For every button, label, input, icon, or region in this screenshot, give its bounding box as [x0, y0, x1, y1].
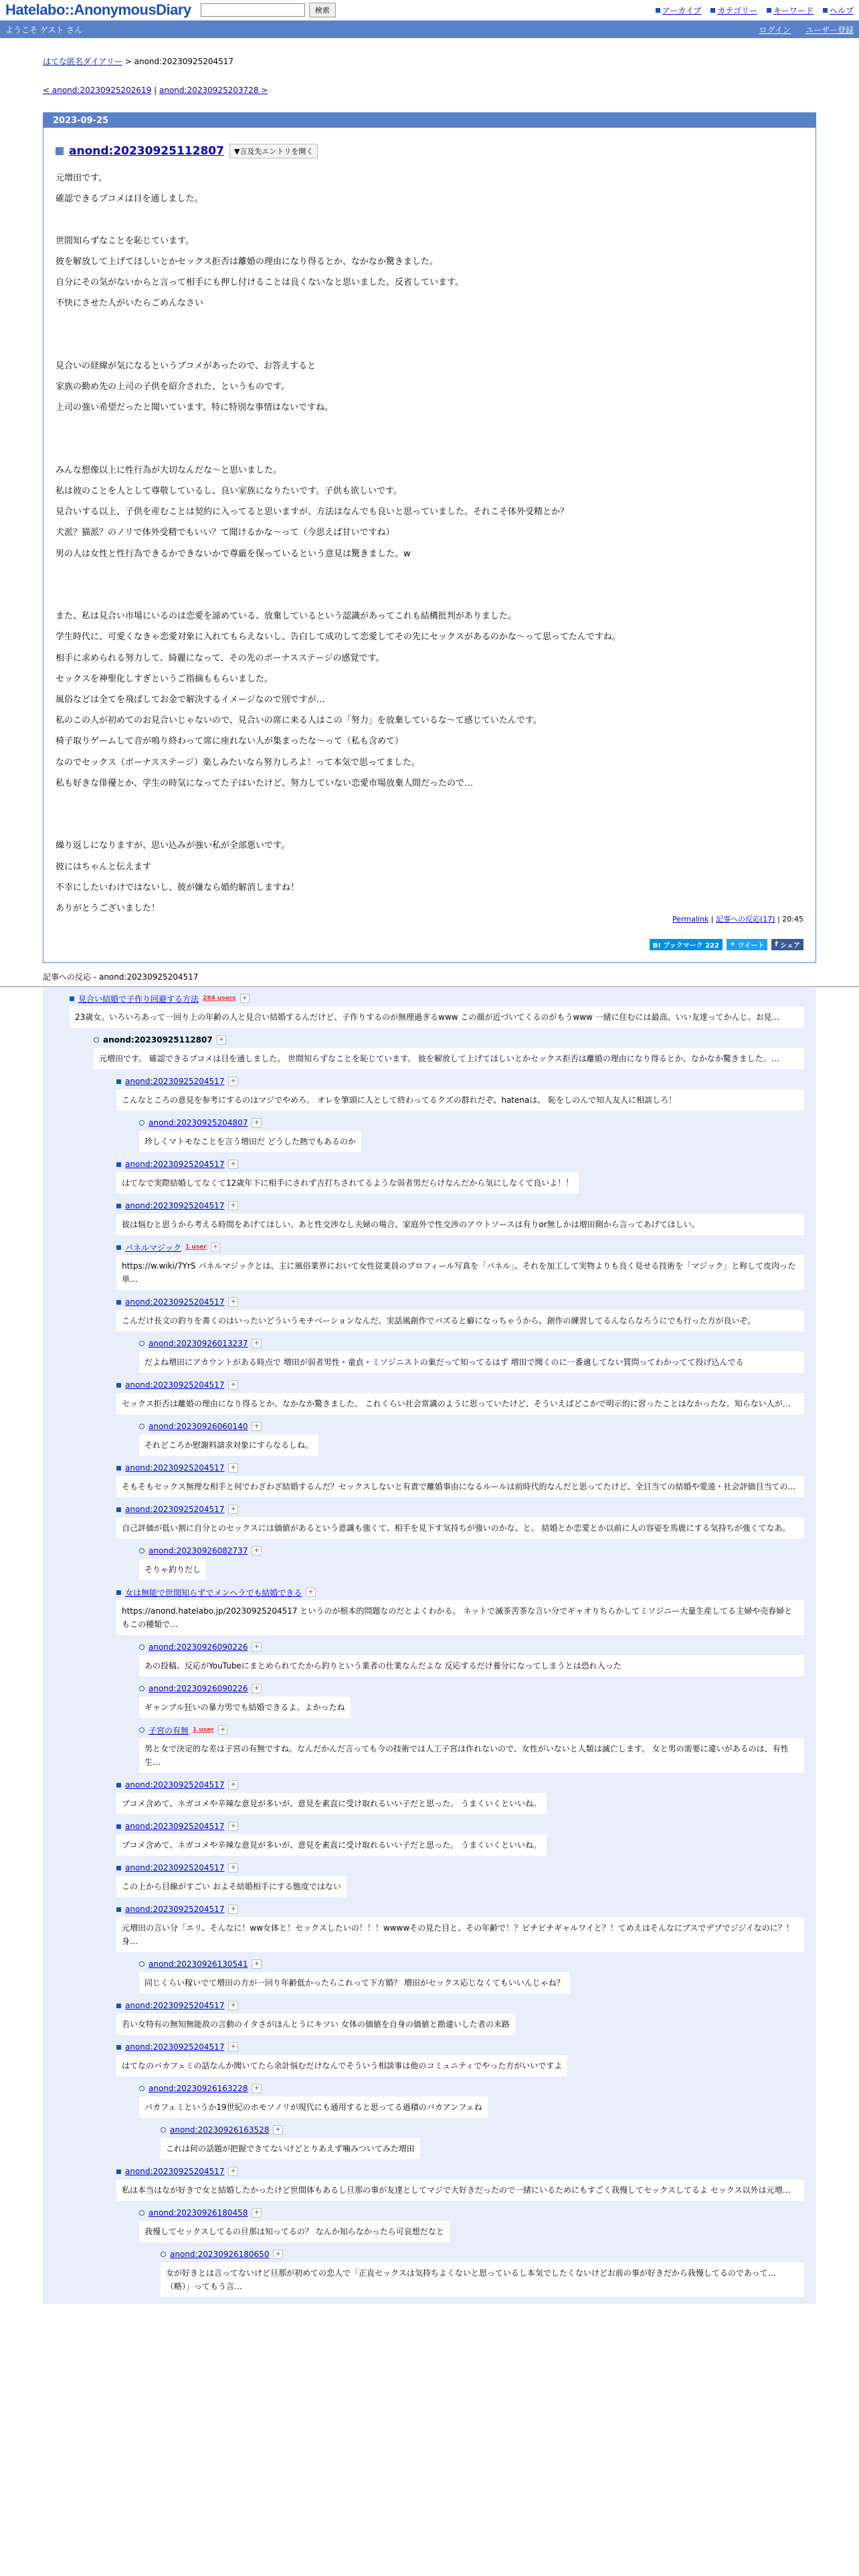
response-excerpt: ブコメ含めて、ネガコメや辛辣な意見が多いが、意見を素直に受け取れるいい子だと思った。 うまくいくといいね。	[116, 1834, 547, 1856]
circle-bullet-icon	[139, 2086, 145, 2091]
response-title-link[interactable]: anond:20230926163228	[149, 2084, 248, 2094]
response-excerpt: バカフェミというか19世紀のホモソノリが現代にも通用すると思ってる過積のバカアンフェね	[139, 2097, 488, 2118]
expand-toggle-icon[interactable]: +	[218, 1725, 227, 1735]
entry-line: 椅子取りゲームして音が鳴り終わって席に座れない人が集まったな〜って（私も含めて）	[56, 736, 403, 747]
entry-line: 私のこの人が初めてのお見合いじゃないので、見合いの席に来る人はこの「努力」を放棄しているな〜て感じていたんです。	[56, 716, 542, 726]
expand-toggle-icon[interactable]: +	[240, 994, 250, 1003]
breadcrumb-current: anond:20230925204517	[134, 57, 234, 66]
entry-line: また、私は見合い市場にいるのは恋愛を諦めている、放棄しているという認識があってこれも結構批判がありました。	[56, 611, 516, 622]
entry-line	[56, 314, 816, 334]
expand-toggle-icon[interactable]: +	[228, 1297, 237, 1307]
entry-line: セックスを神聖化しすぎというご指摘ももらいました。	[56, 673, 273, 684]
entry-line: 見合いの経緯が気になるというブコメがあったので、お答えすると	[56, 360, 316, 371]
entry-line: みんな想像以上に性行為が大切なんだな〜と思いました。	[56, 465, 282, 475]
response-title-link[interactable]: anond:20230925204517	[125, 1905, 225, 1915]
response-title-link[interactable]: anond:20230926180458	[149, 2208, 248, 2218]
response-excerpt: この上から目線がすごい およそ結婚相手にする態度ではない	[116, 1876, 347, 1897]
response-item	[116, 1198, 804, 1235]
expand-toggle-icon[interactable]: +	[273, 2250, 282, 2259]
response-item	[116, 1239, 804, 1290]
square-bullet-icon	[116, 1866, 121, 1870]
expand-toggle-icon[interactable]: +	[217, 1035, 226, 1045]
response-header	[139, 1681, 804, 1697]
response-header	[94, 1032, 804, 1048]
circle-bullet-icon	[139, 2210, 145, 2216]
response-title-link[interactable]: anond:20230925204517	[125, 1077, 225, 1087]
expand-toggle-icon[interactable]: +	[252, 1422, 261, 1431]
response-title-link[interactable]: anond:20230925204807	[149, 1118, 248, 1128]
entry-box	[43, 112, 816, 963]
expand-toggle-icon[interactable]: +	[273, 2125, 282, 2135]
welcome-bar	[0, 21, 859, 38]
response-item	[139, 1335, 804, 1373]
entry-line: 男の人は女性と性行為できるかできないかで尊厳を保っているという意見は驚きました。w	[56, 548, 411, 559]
entry-line: ありがとうございました！	[56, 903, 161, 914]
bookmark-users-count[interactable]: 1 user	[193, 1727, 214, 1734]
search-button[interactable]: 検索	[309, 3, 336, 17]
response-header	[139, 1639, 804, 1655]
response-title-link[interactable]: 女は無能で世間知らずでメンヘラでも結婚できる	[125, 1588, 302, 1598]
response-item	[70, 990, 804, 1028]
entry-line: 相手に求められる努力して、綺麗になって、その先のボーナスステージの感覚です。	[56, 653, 385, 663]
expand-toggle-icon[interactable]: +	[228, 2167, 237, 2176]
welcome-text: ようこそ ゲスト さん	[5, 25, 83, 35]
circle-bullet-icon	[161, 2127, 166, 2133]
responses-link[interactable]: 記事への反応(17)	[716, 915, 775, 924]
entry-line: 繰り返しになりますが、思い込みが強い私が全部悪いです。	[56, 841, 290, 851]
response-title-link[interactable]: 見合い結婚で子作り回避する方法	[78, 994, 199, 1004]
response-item	[139, 1115, 804, 1156]
response-title-link[interactable]: anond:20230925204517	[125, 1380, 225, 1390]
entry-line: 彼にはちゃんと伝えます	[56, 861, 152, 872]
response-item	[116, 1294, 804, 1331]
response-item	[116, 1860, 804, 1901]
square-bullet-icon	[116, 1507, 121, 1512]
response-excerpt: セックス拒否は離婚の理由になり得るとか、なかなか驚きました。 これくらい社会常識のように思っていたけど、そういえばどこかで明示的に習ったことはなかったな。知らない人が…	[116, 1393, 804, 1414]
response-excerpt: 彼は悩むと思うから考える時間をあげてほしい。あと性交渉なし夫婦の場合、家庭外で性交渉のアウトソースは有りor無しかは増田側から言ってあげてほしい。	[116, 1214, 804, 1235]
response-item	[116, 1998, 804, 2039]
response-header	[139, 1335, 804, 1352]
entry-line: 不快にさせた人がいたらごめんなさい	[56, 298, 204, 309]
response-item	[139, 1543, 804, 1584]
entry-line	[56, 585, 816, 606]
expand-toggle-icon[interactable]: +	[252, 2084, 261, 2093]
response-header	[116, 1998, 804, 2014]
square-bullet-icon	[116, 1162, 121, 1167]
response-item	[116, 1460, 804, 1497]
response-excerpt: そもそもセックス無理な相手と何でわざわざ結婚するんだ？セックスしないと有責で離婚事由になるルールは前時代的なんだと思ってたけど、全目当ての結婚や愛遠・社会評価目当ての…	[116, 1476, 804, 1497]
response-title-link[interactable]: anond:20230925204517	[125, 1201, 225, 1211]
entry-line: 学生時代に、可愛くなきゃ恋愛対象に入れてもらえないし、告白して成功して恋愛してその先にセックスがあるのかな〜って思ってたんですね。	[56, 632, 621, 643]
square-bullet-icon	[767, 8, 771, 13]
expand-toggle-icon[interactable]: +	[228, 1160, 237, 1169]
response-title-link[interactable]: anond:20230925204517	[125, 1160, 225, 1170]
category-link[interactable]: カテゴリー	[717, 5, 757, 15]
response-header	[116, 1073, 804, 1089]
search-input[interactable]	[201, 3, 305, 17]
response-header	[139, 2080, 804, 2097]
response-title-link[interactable]: anond:20230925204517	[125, 1780, 225, 1790]
square-bullet-icon	[116, 1824, 121, 1829]
square-bullet-icon	[116, 1245, 121, 1250]
entry-line	[56, 564, 816, 585]
response-item	[116, 1901, 804, 1952]
response-item	[94, 1032, 804, 1069]
top-link-category[interactable]	[710, 5, 757, 16]
circle-bullet-icon	[139, 1686, 145, 1691]
response-excerpt: 元増田です。 確認できるブコメは目を通しました。 世間知らずなことを恥じています。 彼を解放して上げてほしいとかセックス拒否は離婚の理由になり得るとか、なかなか驚きました。…	[94, 1048, 804, 1069]
entry-nav	[43, 86, 859, 95]
square-bullet-icon	[116, 1590, 121, 1595]
breadcrumb-home[interactable]: はてな匿名ダイアリー	[43, 57, 122, 66]
response-excerpt: 元増田の言い分「エリ、そんなに！ww女体と！セックスしたいの！！！wwwwその見た目と、その年齢で！？ピチピチギャルワイと？！てめえはそんなにブスでデブでジジイなのに？！身…	[116, 1917, 804, 1952]
entry-line: 風俗などは全てを飛ばしてお金で解決するイメージなので別ですが…	[56, 694, 325, 705]
square-bullet-icon	[116, 1783, 121, 1788]
top-links	[656, 5, 854, 16]
entry-footer: Permalink | 記事への反応(17) | 20:45	[672, 915, 803, 924]
response-header	[116, 1377, 804, 1393]
response-header	[139, 1418, 804, 1434]
response-title-link[interactable]: anond:20230926090226	[149, 1684, 248, 1694]
response-item	[116, 2039, 804, 2080]
expand-toggle-icon[interactable]: +	[228, 1863, 237, 1872]
response-excerpt: ブコメ含めて、ネガコメや辛辣な意見が多いが、意見を素直に受け取れるいい子だと思った。 うまくいくといいね。	[116, 1793, 547, 1814]
response-item	[116, 1818, 804, 1860]
expand-toggle-icon[interactable]: +	[228, 1077, 237, 1086]
expand-toggle-icon[interactable]: +	[228, 1780, 237, 1790]
expand-toggle-icon[interactable]: +	[252, 1339, 261, 1348]
response-title-link[interactable]: anond:20230926013237	[149, 1339, 248, 1349]
breadcrumb	[43, 56, 859, 67]
help-link[interactable]: ヘルプ	[829, 5, 854, 15]
response-excerpt: こんなところの意見を参考にするのはマジでやめろ。 オレを筆頭に人として終わってるクズの群れだぞ、hatenaは。 恥をしのんで知人友人に相談しろ！	[116, 1089, 804, 1111]
response-excerpt: そりゃ釣りだし	[139, 1559, 206, 1580]
expand-toggle-icon[interactable]: +	[228, 1905, 237, 1914]
response-header	[70, 990, 804, 1006]
response-excerpt: 同じくらい稼いでて増田の方が一回り年齢低かったらこれって下方婚？ 増田がセックス応じなくてもいいんじゃね？	[139, 1972, 570, 1994]
hatena-bookmark-button[interactable]: B! ブックマーク 222	[650, 939, 723, 950]
response-header	[139, 1956, 804, 1972]
expand-toggle-icon[interactable]: +	[252, 1546, 261, 1555]
response-item	[139, 1639, 804, 1677]
responses-tree	[43, 988, 816, 2304]
response-title-link[interactable]: anond:20230925204517	[125, 2042, 225, 2052]
response-title-link[interactable]: anond:20230926082737	[149, 1546, 248, 1556]
circle-bullet-icon	[139, 1120, 145, 1125]
responses-heading: 記事への反応 - anond:20230925204517	[43, 972, 199, 982]
response-item	[139, 1722, 804, 1773]
response-header	[116, 1156, 804, 1172]
expand-toggle-icon[interactable]: +	[252, 1642, 261, 1652]
response-header	[116, 1860, 804, 1876]
circle-bullet-icon	[139, 1424, 145, 1429]
square-bullet-icon	[116, 2169, 121, 2174]
response-excerpt: こんだけ長文の釣りを書くのはいったいどういうモチベーションなんだ。実話風創作でバズると癖になっちゃうから、創作の練習してるんならなろうにでも行った方が良いぞ。	[116, 1310, 804, 1331]
response-title-link[interactable]: anond:20230926130541	[149, 1959, 248, 1969]
expand-toggle-icon[interactable]: +	[228, 1380, 237, 1390]
entry-line: 見合いする以上、子供を産むことは契約に入ってると思いますが、方法はなんでも良いと思っていました。それこそ体外受精とか？	[56, 507, 569, 518]
response-item	[139, 2205, 804, 2246]
response-header	[161, 2122, 804, 2138]
top-link-help[interactable]	[823, 5, 854, 16]
expand-toggle-icon[interactable]: +	[252, 1118, 261, 1128]
response-header	[116, 1239, 804, 1255]
response-excerpt: 若い女特有の無知無能故の言動のイタさがほんとうにキツい 女体の価値を自身の価値と勘違いした者の末路	[116, 2014, 515, 2035]
response-excerpt: はてなのバカフェミの話なんか聞いてたら余計悩むだけなんでそういう相談事は他のコミュニティでやった方がいいですよ	[116, 2055, 567, 2076]
response-header	[139, 2205, 804, 2221]
response-header	[116, 1501, 804, 1517]
expand-toggle-icon[interactable]: +	[228, 2001, 237, 2010]
entry-line: 上司の強い希望だったと聞いています。特に特別な事情はないですね。	[56, 403, 333, 413]
response-item	[139, 1681, 804, 1722]
entry-line	[56, 335, 816, 356]
bookmark-users-count[interactable]: 284 users	[203, 995, 236, 1002]
response-item	[116, 1377, 804, 1414]
entry-line	[56, 794, 816, 815]
response-header	[116, 2163, 804, 2179]
response-excerpt: あの投稿、反応がYouTubeにまとめられてたから釣りという業者の仕業なんだよな 反応するだけ養分になってしまうとは恐れ入った	[139, 1655, 804, 1677]
entry-line: 犬派？猫派？のノリで体外受精でもいい？て聞けるかな〜って（今思えば甘いですね）	[56, 528, 395, 538]
response-header	[116, 1460, 804, 1476]
expand-toggle-icon[interactable]: +	[252, 1959, 261, 1969]
response-item	[139, 1418, 804, 1460]
response-title-link[interactable]: anond:20230926060140	[149, 1422, 248, 1432]
response-excerpt: 女が好きとは言ってないけど旦那が初めての恋人で「正直セックスは気持ちよくないと思っているし本気でしたくないけどお前の事が好きだから我慢してるのであって…（略）」ってもう言…	[161, 2262, 804, 2297]
entry-line: 私は彼のことを人として尊敬しているし、良い家族になりたいです。子供も欲しいです。	[56, 486, 402, 496]
square-bullet-icon	[823, 8, 828, 13]
response-header	[139, 1722, 804, 1738]
entry-line	[56, 439, 816, 460]
square-bullet-icon	[116, 1079, 121, 1084]
open-referenced-entry-button[interactable]: ▼言及先エントリを開く	[229, 144, 318, 158]
response-item	[116, 1073, 804, 1111]
circle-bullet-icon	[94, 1037, 99, 1043]
square-bullet-icon	[116, 1383, 121, 1388]
response-item	[116, 1501, 804, 1539]
entry-line	[56, 209, 816, 230]
response-title-link[interactable]: パネルマジック	[125, 1243, 182, 1253]
entry-line: 確認できるブコメは目を通しました。	[56, 194, 203, 205]
response-title-link[interactable]: anond:20230925204517	[125, 1463, 225, 1473]
entry-date: 2023-09-25	[43, 113, 816, 128]
circle-bullet-icon	[139, 1961, 145, 1967]
tweet-button[interactable]	[727, 939, 767, 950]
response-header	[116, 1584, 804, 1600]
response-excerpt: 23歳女。いろいろあって一回り上の年齢の人と見合い結婚するんだけど、子作りするのが無理過ぎるwww この顔が近づいてくるのがもうwww 一緒に住むには最高、いい友達ってかんじ。お見…	[70, 1006, 804, 1028]
response-item	[116, 1584, 804, 1635]
response-title-link[interactable]: anond:20230926090226	[149, 1642, 248, 1652]
permalink-link[interactable]: Permalink	[672, 915, 709, 924]
expand-toggle-icon[interactable]: +	[228, 1822, 237, 1831]
response-header	[161, 2246, 804, 2262]
register-link[interactable]: ユーザー登録	[805, 25, 854, 35]
entry-line: 不幸にしたいわけではないし、彼が嫌なら婚約解消しますね！	[56, 882, 300, 893]
share-buttons	[43, 939, 803, 950]
archive-link[interactable]: アーカイブ	[662, 5, 702, 15]
breadcrumb-sep: >	[122, 57, 134, 66]
square-mark-icon	[56, 147, 64, 155]
facebook-f-icon: f	[775, 941, 781, 949]
entry-line: なのでセックス（ボーナスステージ）楽しみたいなら努力しろよ！って本気で思ってました。	[56, 757, 420, 768]
square-bullet-icon	[116, 1466, 121, 1471]
response-excerpt: それどころか慰謝料請求対象にすらなるしね。	[139, 1434, 318, 1456]
circle-bullet-icon	[139, 1644, 145, 1650]
response-item	[161, 2122, 804, 2163]
response-item	[139, 2080, 804, 2122]
site-header	[0, 0, 859, 21]
response-header	[116, 1901, 804, 1917]
response-header	[116, 1777, 804, 1793]
share-label: シェア	[780, 942, 800, 950]
response-excerpt: 男と女で決定的な差は子宮の有無ですね。なんだかんだ言っても今の技術では人工子宮は作れないので、女性がいないと人類は滅亡します。 女と男の需要に違いがあるのは、有性生…	[139, 1738, 804, 1773]
login-link[interactable]: ログイン	[759, 25, 791, 35]
response-excerpt: これは何の話題が把握できてないけどとりあえず噛みついてみた増田	[161, 2138, 420, 2159]
response-title-link[interactable]: anond:20230925204517	[125, 1822, 225, 1832]
tweet-label: ツイート	[737, 942, 765, 950]
square-bullet-icon	[116, 2045, 121, 2050]
expand-toggle-icon[interactable]: +	[228, 1463, 237, 1473]
response-header	[116, 1198, 804, 1214]
response-title-link[interactable]: anond:20230925204517	[125, 1863, 225, 1873]
expand-toggle-icon[interactable]: +	[228, 2042, 237, 2052]
entry-line	[56, 815, 816, 835]
circle-bullet-icon	[139, 1727, 145, 1733]
response-header	[139, 1543, 804, 1559]
square-bullet-icon	[116, 1907, 121, 1912]
response-item	[116, 2163, 804, 2201]
top-link-keyword[interactable]	[767, 5, 814, 16]
response-header	[139, 1115, 804, 1131]
response-excerpt: 自己評価が低い割に自分とのセックスには価値があるという意識も強くて、相手を見下す気持ちが強いのかな、と。 結婚とか恋愛とか以前に人の容姿を馬鹿にする気持ちが強くてなあ。	[116, 1517, 804, 1539]
circle-bullet-icon	[139, 1548, 145, 1553]
circle-bullet-icon	[139, 1341, 145, 1346]
keyword-link[interactable]: キーワード	[773, 5, 814, 15]
response-excerpt: 私は本当はなが好きで女と結婚したかったけど世間体もあるし旦那の事が友達としてマジで大好きだったので一緒にいるためにもすごく我慢してセックスしてるよ セックス以外は元増…	[116, 2179, 804, 2201]
expand-toggle-icon[interactable]: +	[252, 2208, 261, 2218]
expand-toggle-icon[interactable]: +	[306, 1588, 315, 1597]
prev-entry-link[interactable]: < anond:20230925202619	[43, 86, 152, 95]
entry-line: 家族の勤め先の上司の子供を紹介された、というものです。	[56, 381, 290, 392]
entry-line: 自分にその気がないからと言って相手にも押し付けることは良くないなと思いました。反省しています。	[56, 278, 464, 288]
response-excerpt: 我慢してセックスしてるの旦那は知ってるの？ なんか知らなかったら可哀想だなと	[139, 2221, 450, 2242]
response-item	[161, 2246, 804, 2297]
response-item	[116, 1777, 804, 1818]
response-title-link[interactable]: anond:20230926180650	[170, 2250, 270, 2260]
facebook-share-button[interactable]	[771, 939, 803, 950]
response-excerpt: 珍しくマトモなことを言う増田だ どうした熱でもあるのか	[139, 1131, 361, 1152]
square-bullet-icon	[116, 1204, 121, 1208]
entry-title-link[interactable]: anond:20230925112807	[69, 144, 224, 158]
response-title-link[interactable]: anond:20230925204517	[125, 2167, 225, 2177]
square-bullet-icon	[116, 1300, 121, 1305]
expand-toggle-icon[interactable]: +	[211, 1243, 220, 1252]
square-bullet-icon	[70, 996, 74, 1001]
square-bullet-icon	[116, 2004, 121, 2008]
response-title-link[interactable]: anond:20230925204517	[125, 2001, 225, 2011]
response-title-link[interactable]: anond:20230926163528	[170, 2125, 270, 2135]
response-header	[116, 2039, 804, 2055]
response-item	[116, 1156, 804, 1198]
response-item	[139, 1956, 804, 1998]
response-title-link[interactable]: anond:20230925204517	[125, 1297, 225, 1307]
entry-line: 元増田です。	[56, 173, 107, 183]
entry-line: 彼を解放して上げてほしいとかセックス拒否は離婚の理由になり得るとか、なかなか驚きました。	[56, 256, 438, 267]
response-title-link[interactable]: 子宮の有無	[149, 1725, 189, 1735]
entry-line: 私も好きな俳優とか、学生の時気になってた子はいたけど、努力していない恋愛市場放棄人間だったので…	[56, 778, 474, 788]
entry-line	[56, 418, 816, 439]
response-excerpt: https://anond.hatelabo.jp/20230925204517 というのが根本的問題なのだとよくわかる。 ネットで滅茶苦茶な言い分でギャオりちらかしてミソジニー大量生産してる主婦や売春婦ともこの種類で…	[116, 1600, 804, 1635]
response-title-link[interactable]: anond:20230925204517	[125, 1505, 225, 1515]
square-bullet-icon	[710, 8, 715, 13]
circle-bullet-icon	[161, 2252, 166, 2257]
response-title-link[interactable]: anond:20230925112807	[103, 1035, 213, 1045]
response-excerpt: https://w.wiki/7YrS パネルマジックとは、主に風俗業界において女性従業員のプロフィール写真を「パネル」、それを加工して実物よりも良く見せる技術を「マジック」と称して皮肉った単…	[116, 1255, 804, 1290]
response-header	[116, 1818, 804, 1834]
expand-toggle-icon[interactable]: +	[228, 1505, 237, 1514]
entry-time: 20:45	[782, 915, 803, 924]
site-logo[interactable]: Hatelabo::AnonymousDiary	[5, 1, 191, 18]
entry-title-row	[56, 144, 816, 158]
response-excerpt: はてなで実際結婚してなくて12歳年下に相手にされず吉打ちされてるような弱者男だらけなんだから気にしなくて良いよ！！	[116, 1172, 579, 1194]
response-excerpt: だよね増田にアカウントがある時点で 増田が弱者男性・童貞・ミソジニストの巣だって知ってるはず 増田で聞くのに一番適してない質問ってわかってて投げ込んでる	[139, 1352, 804, 1373]
nav-sep: |	[151, 86, 159, 95]
square-bullet-icon	[656, 8, 660, 13]
response-excerpt: ギャンブル狂いの暴力男でも結婚できるよ。よかったね	[139, 1697, 351, 1718]
expand-toggle-icon[interactable]: +	[228, 1201, 237, 1210]
next-entry-link[interactable]: anond:20230925203728 >	[159, 86, 268, 95]
response-header	[116, 1294, 804, 1310]
entry-body	[56, 168, 816, 919]
entry-line: 世間知らずなことを恥じています。	[56, 235, 194, 246]
twitter-bird-icon: ✦	[729, 941, 738, 949]
bookmark-users-count[interactable]: 1 user	[185, 1244, 207, 1251]
expand-toggle-icon[interactable]: +	[252, 1684, 261, 1693]
top-link-archive[interactable]	[656, 5, 702, 16]
